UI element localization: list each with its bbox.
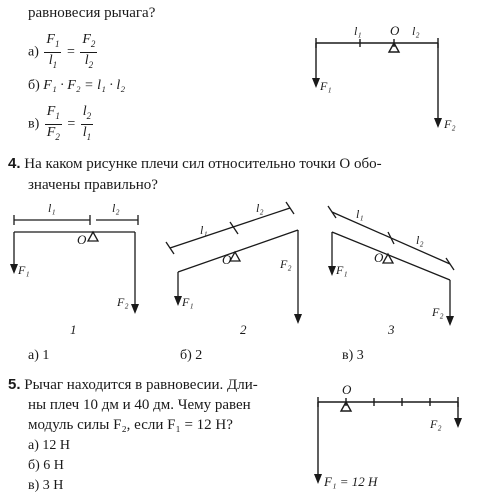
q5-lever-figure <box>300 380 480 498</box>
label-l1: l₁ <box>200 223 208 237</box>
equals-sign: = <box>66 44 75 60</box>
label-l2: l₂ <box>412 24 420 38</box>
figure-caption: 3 <box>388 322 395 337</box>
q3-option-a-frac-right: $\frac{F_2}{l_2}$ <box>82 32 96 70</box>
q3-option-b-formula: F₁ · F₂ = l₁ · l₂ <box>43 78 126 93</box>
label-f2: F₂ <box>430 417 442 431</box>
label-f2: F₂ <box>280 257 292 271</box>
q3-option-b[interactable] <box>28 78 125 94</box>
q5-line2: ны плеч 10 дм и 40 дм. Чему равен <box>28 397 251 413</box>
q3-option-c[interactable] <box>28 104 95 145</box>
q5-number: 5. <box>8 376 21 393</box>
q3-option-a-frac-left: $\frac{F_1}{l_1}$ <box>46 32 60 70</box>
q3-option-b-label: б) <box>28 78 40 93</box>
label-l1: l₁ <box>354 24 362 38</box>
label-l2: l₂ <box>416 233 424 247</box>
q3-option-c-label: в) <box>28 116 40 132</box>
q4-line1: На каком рисунке плечи сил относительно точки O обо- <box>24 156 382 172</box>
q5-option-b[interactable]: б) 6 Н <box>28 458 64 473</box>
label-f1: F₁ <box>18 263 30 277</box>
label-f1: F₁ <box>182 295 194 309</box>
label-l1: l₁ <box>356 207 364 221</box>
q3-option-a[interactable] <box>28 32 99 73</box>
label-l2: l₂ <box>112 201 120 215</box>
figure-caption: 2 <box>240 322 247 337</box>
label-f1: F₁ <box>336 263 348 277</box>
pivot-icon <box>88 232 98 241</box>
q3-cut-line: равновесия рычага? <box>28 5 156 21</box>
label-f2: F₂ <box>117 295 129 309</box>
label-l2: l₂ <box>256 201 264 215</box>
label-o: O <box>390 23 400 38</box>
q5-line3: модуль силы F₂, если F₁ = 12 Н? <box>28 417 233 433</box>
pivot-icon <box>341 402 351 411</box>
label-l1: l₁ <box>48 201 56 215</box>
q3-lever-figure <box>300 20 470 140</box>
figure-caption: 1 <box>70 322 77 337</box>
q4-option-c[interactable]: в) 3 <box>342 348 364 363</box>
q4-figure-1 <box>4 198 154 348</box>
q5-option-a[interactable]: а) 12 Н <box>28 438 70 453</box>
label-f1: F₁ <box>320 79 332 93</box>
q3-option-a-label: а) <box>28 44 39 60</box>
q4-question <box>8 155 382 173</box>
label-f2: F₂ <box>432 305 444 319</box>
label-f1: F₁ = 12 Н <box>324 474 378 489</box>
q4-line2: значены правильно? <box>28 177 158 193</box>
equals-sign: = <box>67 116 76 132</box>
q5-question <box>8 376 258 394</box>
q3-option-c-frac-left: $\frac{F_1}{F_2}$ <box>46 104 60 142</box>
label-f2: F₂ <box>444 117 456 131</box>
label-o: O <box>77 232 87 247</box>
q4-figure-2 <box>160 198 310 348</box>
q4-number: 4. <box>8 155 21 172</box>
q5-option-c[interactable]: в) 3 Н <box>28 478 64 493</box>
label-o: O <box>374 250 384 265</box>
q5-line1: Рычаг находится в равновесии. Дли- <box>24 377 258 393</box>
pivot-icon <box>389 43 399 52</box>
q3-option-c-frac-right: $\frac{l_2}{l_1}$ <box>82 104 92 142</box>
label-o: O <box>222 252 232 267</box>
q4-option-a[interactable]: а) 1 <box>28 348 50 363</box>
q4-option-b[interactable]: б) 2 <box>180 348 203 363</box>
q4-figure-3 <box>322 198 472 348</box>
label-o: O <box>342 382 352 397</box>
